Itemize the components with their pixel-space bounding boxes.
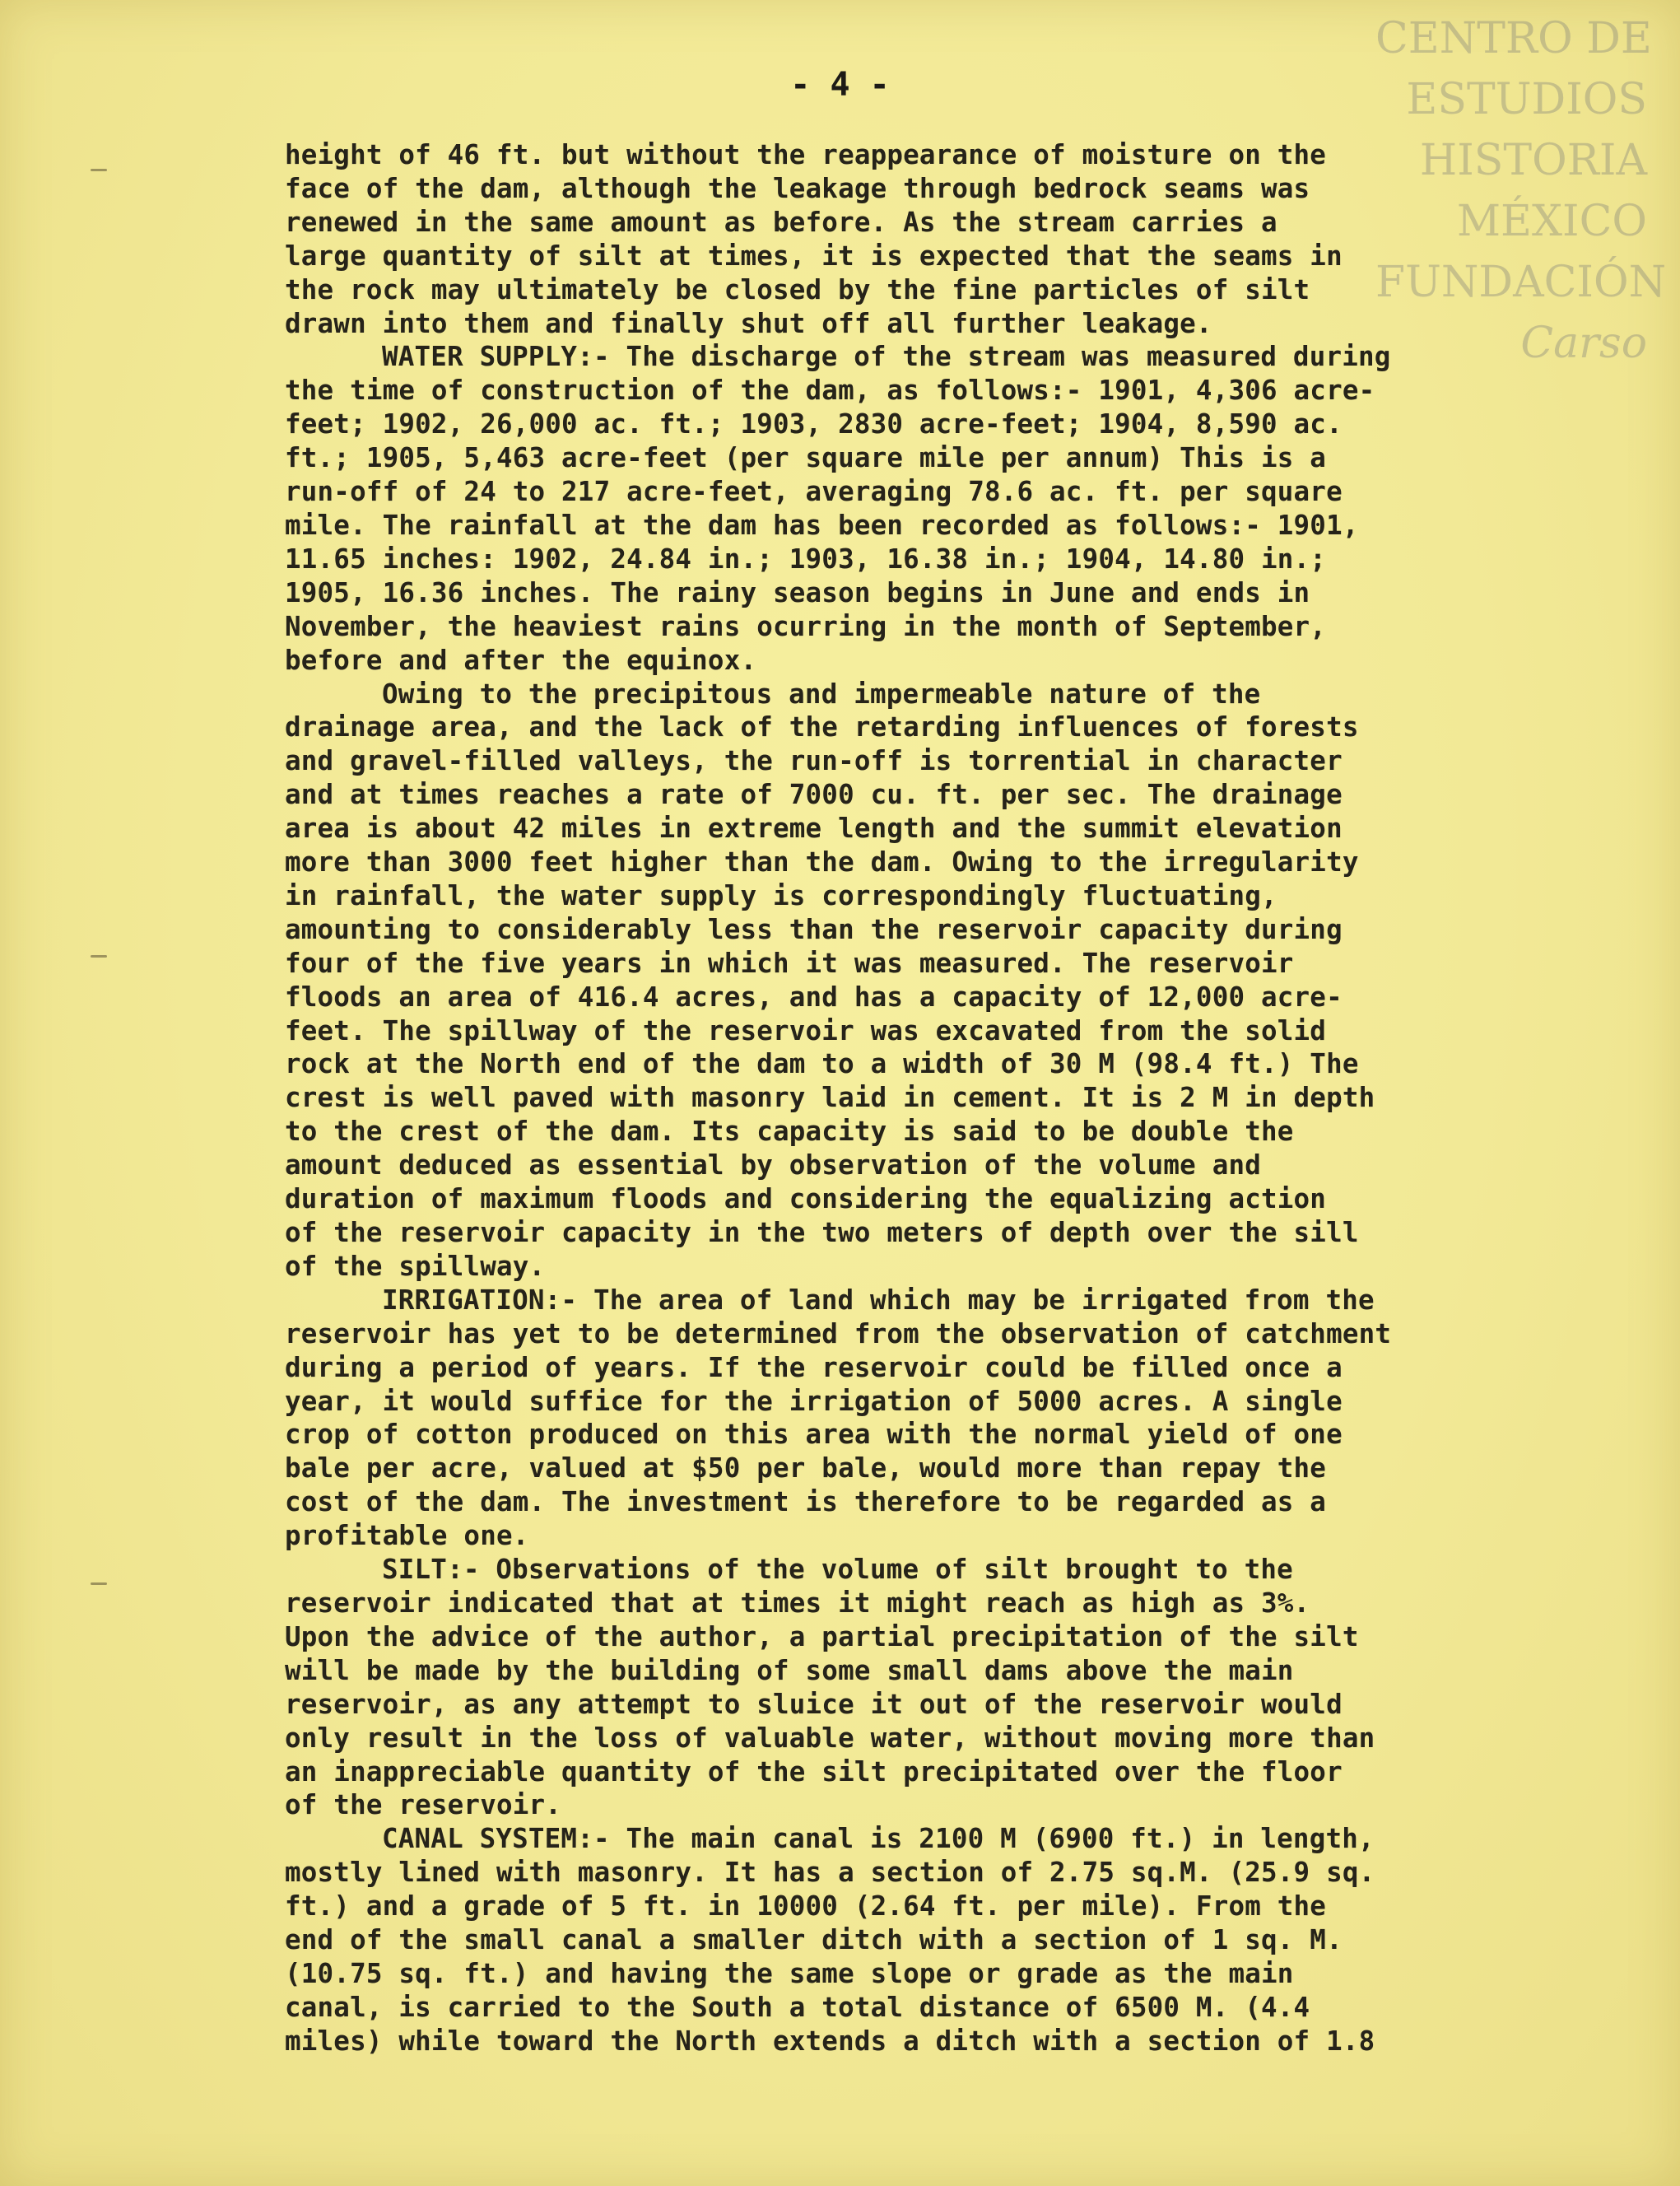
text-line: Upon the advice of the author, a partial precipitation of the silt — [285, 1620, 1359, 1652]
text-line: reservoir indicated that at times it might reach as high as 3%. — [285, 1587, 1310, 1619]
text-line: year, it would suffice for the irrigation of 5000 acres. A single — [285, 1385, 1343, 1417]
canal-system-heading-line: CANAL SYSTEM:- The main canal is 2100 M (6900 ft.) in length, — [382, 1823, 1375, 1855]
paragraph-start-line: Owing to the precipitous and impermeable nature of the — [382, 678, 1261, 710]
text-line: drawn into them and finally shut off all further leakage. — [285, 307, 1212, 339]
text-line: canal, is carried to the South a total distance of 6500 M. (4.4 — [285, 1991, 1310, 2023]
text-line: drainage area, and the lack of the retarding influences of forests — [285, 711, 1359, 743]
text-line: of the reservoir capacity in the two meters of depth over the sill — [285, 1217, 1359, 1248]
watermark-line: HISTORIA — [1419, 136, 1647, 185]
document-body — [285, 138, 1635, 2058]
text-line: end of the small canal a smaller ditch with a section of 1 sq. M. — [285, 1924, 1343, 1956]
text-line: more than 3000 feet higher than the dam. Owing to the irregularity — [285, 846, 1359, 879]
text-line: and gravel-filled valleys, the run-off is torrential in character — [285, 745, 1343, 777]
text-line: feet; 1902, 26,000 ac. ft.; 1903, 2830 acre-feet; 1904, 8,590 ac. — [285, 408, 1343, 440]
text-line: height of 46 ft. but without the reappearance of moisture on the — [285, 139, 1327, 170]
text-line: the rock may ultimately be closed by the fine particles of silt — [285, 273, 1310, 305]
text-line: ft.) and a grade of 5 ft. in 10000 (2.64 ft. per mile). From the — [285, 1890, 1327, 1923]
text-line: 11.65 inches: 1902, 24.84 in.; 1903, 16.38 in.; 1904, 14.80 in.; — [285, 543, 1327, 575]
text-line: will be made by the building of some small dams above the main — [285, 1654, 1294, 1686]
text-line: bale per acre, valued at $50 per bale, would more than repay the — [285, 1452, 1327, 1485]
text-line: to the crest of the dam. Its capacity is said to be double the — [285, 1116, 1294, 1148]
silt-heading-line: SILT:- Observations of the volume of silt brought to the — [382, 1554, 1293, 1586]
margin-mark — [91, 955, 107, 958]
watermark-line: FUNDACIÓN — [1375, 258, 1667, 307]
text-line: before and after the equinox. — [285, 644, 757, 676]
text-line: floods an area of 416.4 acres, and has a capacity of 12,000 acre- — [285, 981, 1343, 1013]
text-line: during a period of years. If the reservoir could be filled once a — [285, 1351, 1343, 1383]
water-supply-heading-line: WATER SUPPLY:- The discharge of the stream was measured during — [382, 341, 1391, 373]
text-line: reservoir has yet to be determined from the observation of catchment — [285, 1317, 1392, 1349]
page-number: - 4 - — [790, 66, 890, 104]
text-line: reservoir, as any attempt to sluice it out of the reservoir would — [285, 1688, 1343, 1720]
text-line: miles) while toward the North extends a ditch with a section of 1.8 — [285, 2025, 1375, 2057]
text-line: the time of construction of the dam, as follows:- 1901, 4,306 acre- — [285, 375, 1375, 407]
text-line: four of the five years in which it was measured. The reservoir — [285, 947, 1294, 979]
text-line: amounting to considerably less than the reservoir capacity during — [285, 913, 1343, 945]
text-line: profitable one. — [285, 1520, 529, 1552]
watermark-line: MÉXICO — [1456, 197, 1647, 246]
text-line: crop of cotton produced on this area with the normal yield of one — [285, 1419, 1343, 1451]
text-line: mile. The rainfall at the dam has been recorded as follows:- 1901, — [285, 509, 1359, 541]
text-line: mostly lined with masonry. It has a section of 2.75 sq.M. (25.9 sq. — [285, 1857, 1375, 1889]
text-line: in rainfall, the water supply is correspondingly fluctuating, — [285, 879, 1277, 911]
text-line: run-off of 24 to 217 acre-feet, averaging 78.6 ac. ft. per square — [285, 476, 1343, 508]
text-line: rock at the North end of the dam to a width of 30 M (98.4 ft.) The — [285, 1048, 1359, 1080]
text-line: crest is well paved with masonry laid in cement. It is 2 M in depth — [285, 1082, 1375, 1114]
text-line: ft.; 1905, 5,463 acre-feet (per square mile per annum) This is a — [285, 442, 1327, 474]
watermark-line: Carso — [1520, 319, 1647, 368]
irrigation-heading-line: IRRIGATION:- The area of land which may be irrigated from the — [382, 1284, 1375, 1316]
text-line: and at times reaches a rate of 7000 cu. ft. per sec. The drainage — [285, 779, 1343, 811]
text-line: an inappreciable quantity of the silt precipitated over the floor — [285, 1755, 1343, 1787]
text-line: amount deduced as essential by observation of the volume and — [285, 1149, 1261, 1182]
text-line: large quantity of silt at times, it is expected that the seams in — [285, 240, 1343, 272]
text-line: November, the heaviest rains ocurring in the month of September, — [285, 610, 1327, 642]
margin-mark — [91, 1582, 107, 1585]
text-line: cost of the dam. The investment is therefore to be regarded as a — [285, 1486, 1327, 1518]
text-line: feet. The spillway of the reservoir was excavated from the solid — [285, 1014, 1327, 1046]
text-line: of the reservoir. — [285, 1789, 562, 1821]
text-line: (10.75 sq. ft.) and having the same slope or grade as the main — [285, 1957, 1294, 1989]
margin-mark — [91, 169, 107, 171]
text-line: face of the dam, although the leakage through bedrock seams was — [285, 172, 1310, 204]
text-line: renewed in the same amount as before. As the stream carries a — [285, 206, 1277, 238]
text-line: duration of maximum floods and considering the equalizing action — [285, 1183, 1327, 1215]
text-line: area is about 42 miles in extreme length and the summit elevation — [285, 813, 1343, 845]
watermark-line: CENTRO DE — [1375, 14, 1652, 63]
watermark-line: ESTUDIOS — [1406, 75, 1647, 124]
text-line: only result in the loss of valuable water, without moving more than — [285, 1722, 1375, 1754]
text-line: 1905, 16.36 inches. The rainy season begins in June and ends in — [285, 576, 1310, 608]
text-line: of the spillway. — [285, 1250, 546, 1282]
